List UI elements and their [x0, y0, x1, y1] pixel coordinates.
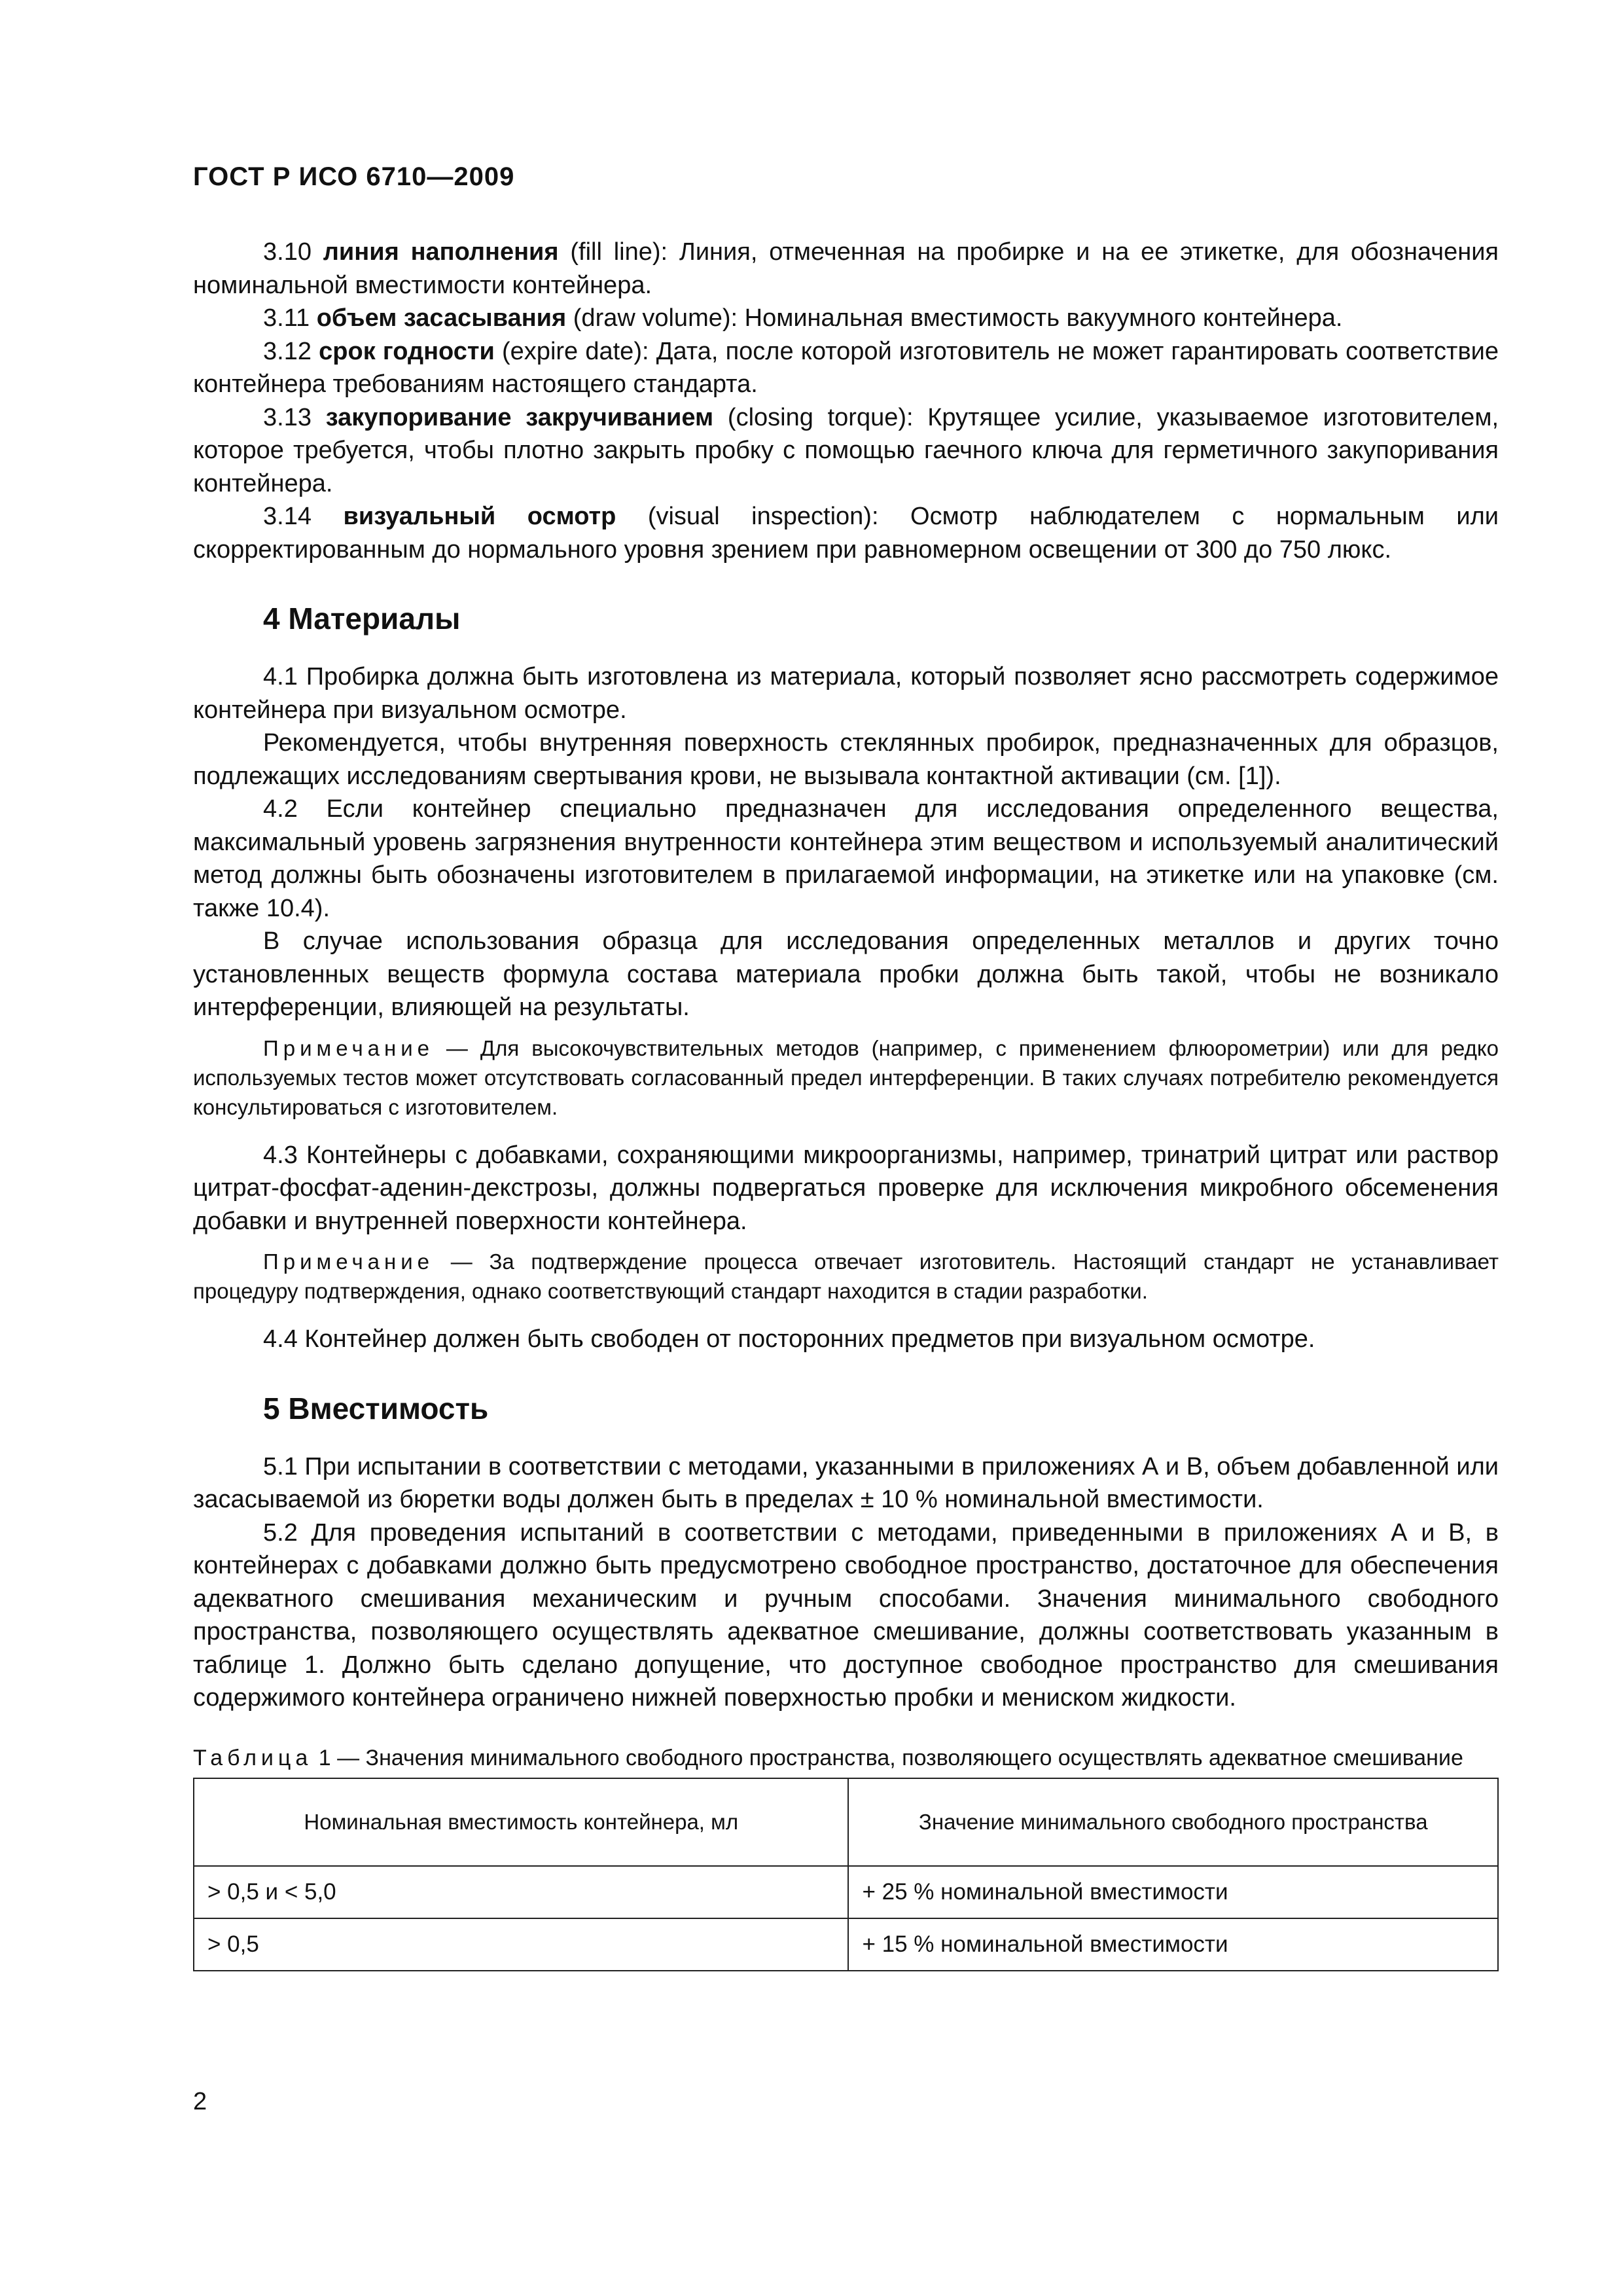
- table-caption-text: 1 — Значения минимального свободного пространства, позволяющего осуществлять адекватное смешивание: [312, 1745, 1463, 1770]
- paragraph-5-1: 5.1 При испытании в соответствии с методами, указанными в приложениях А и В, объем добавленной или засасываемой из бюретки воды должен быть в пределах ± 10 % номинальной вместимости.: [193, 1452, 1499, 1513]
- paragraph-4-1: 4.1 Пробирка должна быть изготовлена из материала, который позволяет ясно рассмотреть содержимое контейнера при визуальном осмотре.: [193, 663, 1499, 724]
- definition-3-14: [193, 500, 1499, 566]
- section-4-heading: 4 Материалы: [263, 601, 461, 636]
- table-header-capacity: Номинальная вместимость контейнера, мл: [194, 1778, 848, 1866]
- note-text: — Для высокочувствительных методов (например, с применением флюорометрии) или для редко используемых тестов может отсутствовать согласованный предел интерференции. В таких случаях потребителю рекомендуется консультироваться с изготовителем.: [193, 1035, 1499, 1119]
- table-row: [194, 1866, 1498, 1918]
- definition-number: 3.13: [263, 403, 312, 431]
- definition-term: закупоривание закручиванием: [325, 403, 714, 431]
- definition-text: (expire date): Дата, после которой изготовитель не может гарантировать соответствие контейнера требованиям настоящего стандарта.: [193, 337, 1499, 398]
- definition-number: 3.11: [263, 304, 310, 332]
- paragraph-4-2-metals: В случае использования образца для исследования определенных металлов и других точно установленных веществ формула состава материала пробки должна быть такой, чтобы не возникало интерференции, влияющей на результаты.: [193, 927, 1499, 1021]
- table-cell: > 0,5 и < 5,0: [194, 1866, 848, 1918]
- definition-3-13: [193, 401, 1499, 501]
- definition-number: 3.12: [263, 337, 312, 365]
- note-2: [193, 1247, 1499, 1306]
- table-cell: + 15 % номинальной вместимости: [848, 1918, 1498, 1971]
- table-cell: > 0,5: [194, 1918, 848, 1971]
- definition-term: срок годности: [319, 337, 495, 365]
- document-body: [193, 236, 1499, 1971]
- section-5-heading: 5 Вместимость: [263, 1391, 489, 1426]
- definition-term: визуальный осмотр: [343, 503, 616, 530]
- note-1: [193, 1033, 1499, 1122]
- table-1: [193, 1778, 1499, 1971]
- definition-text: (fill line): Линия, отмеченная на пробирке и на ее этикетке, для обозначения номинальной вместимости контейнера.: [193, 238, 1499, 299]
- document-header: ГОСТ Р ИСО 6710—2009: [193, 162, 515, 191]
- table-caption-label: Таблица: [193, 1745, 313, 1770]
- table-1-caption: [193, 1744, 1499, 1772]
- page-number: 2: [193, 2088, 207, 2115]
- paragraph-4-4: 4.4 Контейнер должен быть свободен от посторонних предметов при визуальном осмотре.: [263, 1325, 1315, 1353]
- definition-term: объем засасывания: [316, 304, 567, 332]
- table-cell: + 25 % номинальной вместимости: [848, 1866, 1498, 1918]
- definition-3-12: [193, 335, 1499, 401]
- note-label: Примечание: [263, 1035, 435, 1060]
- definition-text: (closing torque): Крутящее усилие, указываемое изготовителем, которое требуется, чтобы плотно закрыть пробку с помощью гаечного ключа для герметичного закупоривания контейнера.: [193, 403, 1499, 497]
- table-header-row: [194, 1778, 1498, 1866]
- definition-number: 3.10: [263, 238, 312, 266]
- definition-text: (visual inspection): Осмотр наблюдателем с нормальным или скорректированным до нормального уровня зрением при равномерном освещении от 300 до 750 люкс.: [193, 503, 1499, 564]
- paragraph-4-3: 4.3 Контейнеры с добавками, сохраняющими микроорганизмы, например, тринатрий цитрат или раствор цитрат-фосфат-аденин-декстрозы, должны подвергаться проверке для исключения микробного обсеменения добавки и внутренней поверхности контейнера.: [193, 1141, 1499, 1235]
- definition-3-10: [193, 236, 1499, 302]
- paragraph-4-1-recommendation: Рекомендуется, чтобы внутренняя поверхность стеклянных пробирок, предназначенных для образцов, подлежащих исследованиям свертывания крови, не вызывала контактной активации (см. [1]).: [193, 729, 1499, 790]
- definition-term: линия наполнения: [323, 238, 559, 266]
- paragraph-4-2: 4.2 Если контейнер специально предназначен для исследования определенного вещества, максимальный уровень загрязнения внутренности контейнера этим веществом и используемый аналитический метод должны быть обозначены изготовителем в прилагаемой информации, на этикетке или на упаковке (см. также 10.4).: [193, 795, 1499, 922]
- table-header-free-space: Значение минимального свободного пространства: [848, 1778, 1498, 1866]
- note-label: Примечание: [263, 1249, 435, 1274]
- table-row: [194, 1918, 1498, 1971]
- note-text: — За подтверждение процесса отвечает изготовитель. Настоящий стандарт не устанавливает процедуру подтверждения, однако соответствующий стандарт находится в стадии разработки.: [193, 1249, 1499, 1303]
- paragraph-5-2: 5.2 Для проведения испытаний в соответствии с методами, приведенными в приложениях А и В, в контейнерах с добавками должно быть предусмотрено свободное пространство, достаточное для обеспечения адекватного смешивания механическим и ручным способами. Значения минимального свободного пространства, позволяющего осуществлять адекватное смешивание, должны соответствовать указанным в таблице 1. Должно быть сделано допущение, что доступное свободное пространство для смешивания содержимого контейнера ограничено нижней поверхностью пробки и мениском жидкости.: [193, 1518, 1499, 1712]
- definition-number: 3.14: [263, 503, 312, 530]
- definition-3-11: [193, 302, 1499, 335]
- definition-text: (draw volume): Номинальная вместимость вакуумного контейнера.: [566, 304, 1343, 332]
